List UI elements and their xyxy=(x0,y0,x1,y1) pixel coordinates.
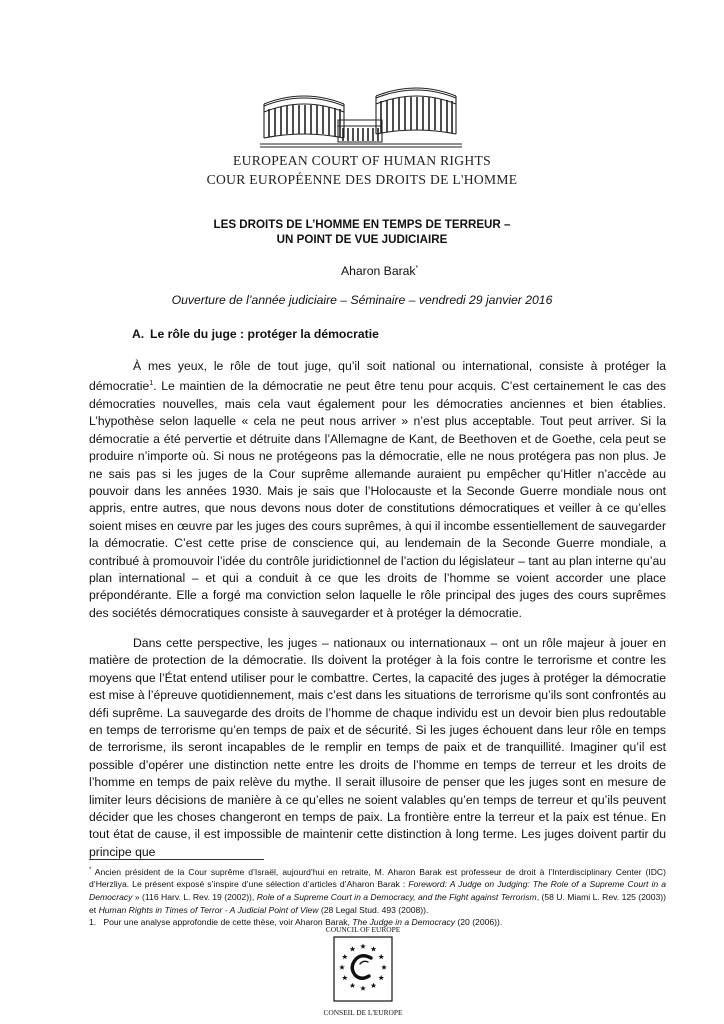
footnote-1-number: 1. xyxy=(89,917,97,928)
footnote-star-text-e: , (58 U. Miami L. Rev. 125 (2003)) et xyxy=(89,892,666,915)
paragraph-1-start: À mes yeux, le rôle de tout juge, qu’il soit national ou international, consiste à protéger la démocratie xyxy=(89,359,666,394)
footnote-star-mark: * xyxy=(89,867,92,873)
footnote-star xyxy=(89,864,666,916)
footnote-star-text-g: (28 Legal Stud. 493 (2008)). xyxy=(318,904,429,915)
paragraph-1 xyxy=(89,358,666,622)
footnote-1-text-a: Pour une analyse approfondie de cette thèse, voir Aharon Barak, xyxy=(101,917,353,928)
event-line: Ouverture de l’année judiciaire – Séminaire – vendredi 29 janvier 2016 xyxy=(171,293,553,307)
author-note-mark: * xyxy=(415,264,419,272)
footnote-star-text-c: » (116 Harv. L. Rev. 19 (2002)), xyxy=(132,892,257,903)
footnote-star-title-2: Role of a Supreme Court in a Democracy, and the Fight against Terrorism xyxy=(256,892,537,903)
court-building-logo xyxy=(258,82,464,150)
footnote-star-text-a: Ancien président de la Cour suprême d’Israël, aujourd’hui en retraite, M. Aharon Barak est professeur de droit à l’Interdisciplinary Center (IDC) d’Herzliya. Le présent exposé s’inspire d’une sélection d’articles d’Aharon Barak : xyxy=(89,866,666,890)
coe-logo-top-text: COUNCIL OF EUROPE xyxy=(325,925,401,934)
court-name-english: EUROPEAN COURT OF HUMAN RIGHTS xyxy=(233,153,491,168)
author-line xyxy=(341,264,418,278)
section-heading xyxy=(132,327,379,341)
court-name-french: COUR EUROPÉENNE DES DROITS DE L'HOMME xyxy=(206,172,518,187)
document-title-line-1: LES DROITS DE L’HOMME EN TEMPS DE TERREUR – xyxy=(213,218,511,231)
coe-logo-bottom-text: CONSEIL DE L'EUROPE xyxy=(323,1008,403,1017)
paragraph-2-text: Dans cette perspective, les juges – nationaux ou internationaux – ont un rôle majeur à jouer en matière de protection de la démocratie. Ils doivent la protéger à la fois contre le terrorisme et contre les moyens que l’État entend utiliser pour le combattre. Certes, la capacité des juges à protéger la démocratie est mise à l’épreuve quotidiennement, mais c’est dans les situations de terrorisme qu’ils sont confrontés au défi suprême. La sauvegarde des droits de l’homme de chaque individu est un devoir bien plus redoutable en temps de terrorisme qu’en temps de paix et de sécurité. Si les juges échouent dans leur rôle en temps de terrorisme, ils seront incapables de le remplir en temps de paix et de tranquillité. Imaginer qu’il est possible d’opérer une distinction nette entre les droits de l’homme en temps de terreur et les droits de l’homme en temps de paix relève du mythe. Il serait illusoire de penser que les juges sont en mesure de limiter leurs décisions de manière à ce qu’elles ne soient valables qu’en temps de terreur et qu’ils peuvent décider que les choses changeront en temps de paix. La frontière entre la terreur et la paix est ténue. En tout état de cause, il est impossible de maintenir cette distinction à long terme. Les juges doivent partir du principe que xyxy=(89,636,666,859)
footnote-1-text-c: (20 (2006)). xyxy=(455,917,503,928)
footnote-star-title-3: Human Rights in Times of Terror - A Judicial Point of View xyxy=(98,904,319,915)
footnote-1-title: The Judge in a Democracy xyxy=(352,917,455,928)
document-title-line-2: UN POINT DE VUE JUDICIAIRE xyxy=(276,233,448,246)
council-of-europe-logo xyxy=(318,924,408,1022)
footnote-ref-1[interactable]: 1 xyxy=(149,380,154,388)
footnote-separator xyxy=(89,859,264,860)
footnotes xyxy=(89,864,666,929)
paragraph-2 xyxy=(89,635,666,861)
author-name: Aharon Barak xyxy=(341,264,416,278)
section-title: Le rôle du juge : protéger la démocratie xyxy=(150,327,379,341)
section-letter: A. xyxy=(132,327,145,341)
footnote-star-title-1: Foreword: A Judge on Judging: The Role of a Supreme Court in a Democracy xyxy=(89,879,666,903)
paragraph-1-rest: . Le maintien de la démocratie ne peut être tenu pour acquis. C’est certainement le cas des démocraties nouvelles, mais cela vaut également pour les démocraties anciennes et bien établies. L’hypothèse selon laquelle « cela ne peut nous arriver » n’est plus acceptable. Tout peut arriver. Si la démocratie a été pervertie et détruite dans l’Allemagne de Kant, de Beethoven et de Goethe, cela peut se produire n’importe où. Si nous ne protégeons pas la démocratie, elle ne nous protégera pas non plus. Je ne sais pas si les juges de la Cour suprême allemande auraient pu empêcher qu’Hitler n’accède au pouvoir dans les années 1930. Mais je sais que l’Holocauste et la Seconde Guerre mondiale nous ont appris, entre autres, que nous devons nous doter de constitutions démocratiques et veiller à ce qu’elles soient mises en œuvre par les juges des cours suprêmes, à qui il incombe essentiellement de sauvegarder la démocratie. C’est cette prise de conscience qui, au lendemain de la Seconde Guerre mondiale, a contribué à promouvoir l’idée du contrôle juridictionnel de l’action du législateur – tant au plan interne qu’au plan international – et qui a conduit à ce que les droits de l’homme se voient accorder une place prépondérante. Elle a forgé ma conviction selon laquelle le rôle principal des juges des cours suprêmes des sociétés démocratiques consiste à sauvegarder et à protéger la démocratie. xyxy=(89,379,666,620)
